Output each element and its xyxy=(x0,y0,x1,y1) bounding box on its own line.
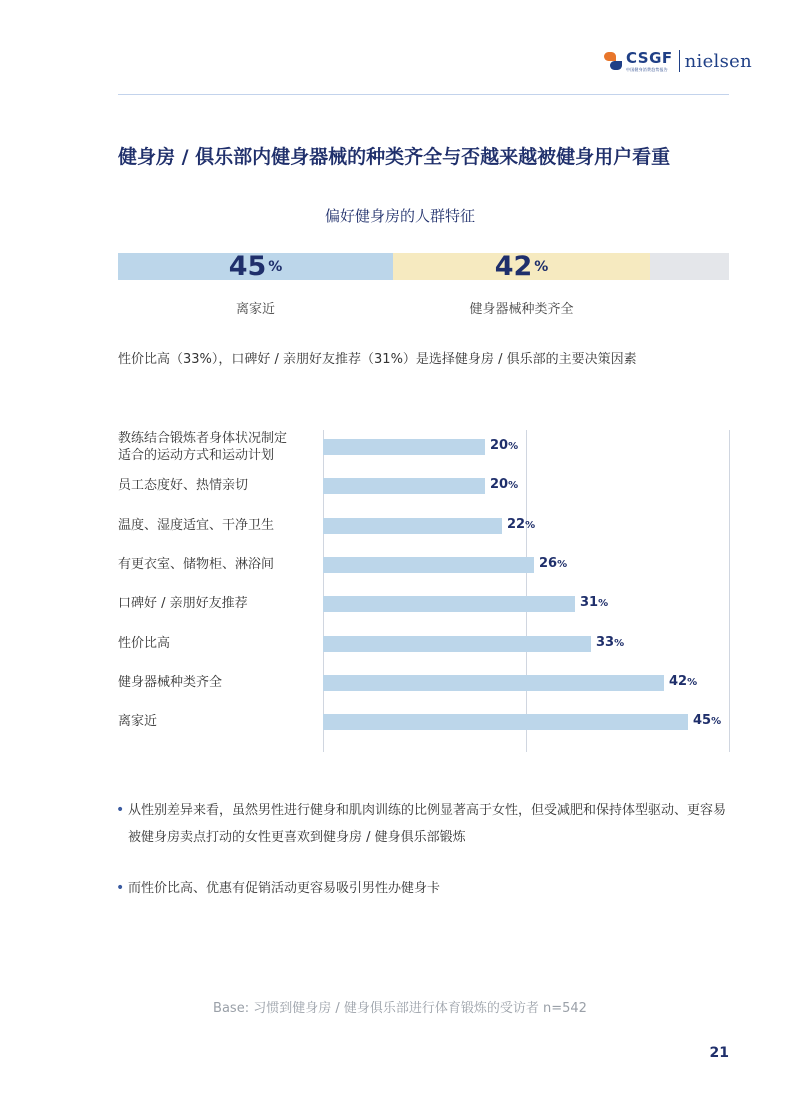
csgf-logo-subtitle: 中国健身消费趋势报告 xyxy=(626,66,668,72)
chart-gridline xyxy=(526,430,527,752)
chart-bar xyxy=(323,439,485,455)
chart-data-label: 31% xyxy=(580,595,609,611)
chart-category-label: 性价比高 xyxy=(118,635,171,651)
bullet-item xyxy=(116,797,736,851)
chart-data-label: 42% xyxy=(669,673,698,689)
preference-label: 离家近 xyxy=(235,302,275,317)
preference-stacked-bar xyxy=(118,253,729,280)
chart-bar xyxy=(323,675,664,691)
chart-data-label: 20% xyxy=(490,438,519,453)
bullet-dot-icon: • xyxy=(116,802,125,818)
decision-factor-note: 性价比高（33%），口碑好 / 亲朋好友推荐（31%）是选择健身房 / 俱乐部的主要决策因素 xyxy=(118,352,637,367)
csgf-logo-text: CSGF xyxy=(626,48,673,67)
header-divider xyxy=(118,94,729,95)
chart-data-label: 20% xyxy=(490,477,519,493)
chart-data-label: 26% xyxy=(539,555,568,571)
preference-value: 42 xyxy=(494,251,533,282)
chart-gridline xyxy=(729,430,730,752)
chart-category-label: 离家近 xyxy=(118,714,158,730)
preference-unit: % xyxy=(534,258,549,275)
chart-category-label: 温度、湿度适宜、干净卫生 xyxy=(118,517,275,533)
preference-segment xyxy=(393,253,650,280)
preference-heading: 偏好健身房的人群特征 xyxy=(324,207,475,225)
bullet-item xyxy=(116,875,736,902)
preference-value: 45 xyxy=(228,251,267,282)
chart-bar xyxy=(323,518,502,534)
chart-data-label: 22% xyxy=(507,516,536,532)
nielsen-logo: nielsen xyxy=(684,50,752,72)
bullet-text: 而性价比高、优惠有促销活动更容易吸引男性办健身卡 xyxy=(128,881,441,896)
chart-bar xyxy=(323,714,688,730)
preference-remainder xyxy=(650,253,729,280)
chart-bar xyxy=(323,596,575,612)
preference-label: 健身器械种类齐全 xyxy=(469,302,574,317)
base-note: Base: 习惯到健身房 / 健身俱乐部进行体育锻炼的受访者 n=542 xyxy=(213,1001,587,1016)
chart-bar xyxy=(323,557,534,573)
logo-divider xyxy=(679,50,680,72)
page-number: 21 xyxy=(709,1045,729,1061)
preference-segment xyxy=(118,253,393,280)
bullet-dot-icon: • xyxy=(116,880,125,896)
chart-category-label: 健身器械种类齐全 xyxy=(118,674,223,690)
chart-category-label: 口碑好 / 亲朋好友推荐 xyxy=(118,596,248,612)
chart-category-label: 员工态度好、热情亲切 xyxy=(118,478,249,494)
chart-data-label: 33% xyxy=(596,634,625,650)
chart-category-label: 有更衣室、储物柜、淋浴间 xyxy=(118,556,275,572)
brand-logos xyxy=(604,45,752,77)
bullet-text: 从性别差异来看，虽然男性进行健身和肌肉训练的比例显著高于女性，但受减肥和保持体型驱动、更容易被健身房卖点打动的女性更喜欢到健身房 / 健身俱乐部锻炼 xyxy=(128,803,727,845)
chart-bar xyxy=(323,478,485,494)
chart-data-label: 45% xyxy=(693,713,722,729)
csgf-logo xyxy=(626,48,673,72)
page-title: 健身房 / 俱乐部内健身器械的种类齐全与否越来越被健身用户看重 xyxy=(118,146,671,168)
chart-bar xyxy=(323,636,591,652)
chart-category-label: 教练结合锻炼者身体状况制定 适合的运动方式和运动计划 xyxy=(118,431,288,463)
preference-unit: % xyxy=(268,258,283,275)
csgf-logo-icon xyxy=(604,52,622,70)
